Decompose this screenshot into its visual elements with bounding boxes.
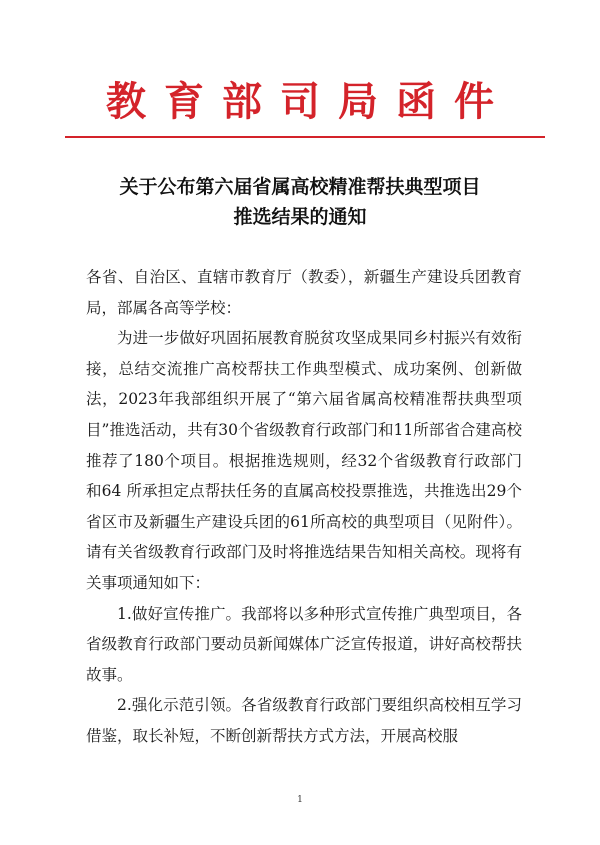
body-paragraph-1: 为进一步做好巩固拓展教育脱贫攻坚成果同乡村振兴有效衔接，总结交流推广高校帮扶工作典型模式、成功案例、创新做法，2023年我部组织开展了“第六届省属高校精准帮扶典型项目”推选活动，共有30个省级教育行政部门和11所部省合建高校推荐了180个项目。根据推选规则，经32个省级教育行政部门和64 所承担定点帮扶任务的直属高校投票推选，共推选出29个省区市及新疆生产建设兵团的61所高校的典型项目（见附件）。请有关省级教育行政部门及时将推选结果告知相关高校。现将有关事项通知如下： — [86, 329, 522, 592]
notice-body — [86, 262, 522, 752]
letterhead-red-rule — [65, 136, 545, 138]
letterhead-title: 教育部司局函件 — [106, 78, 512, 125]
salutation: 各省、自治区、直辖市教育厅（教委），新疆生产建设兵团教育局，部属各高等学校： — [86, 268, 522, 317]
body-paragraph-3: 2.强化示范引领。各省级教育行政部门要组织高校相互学习借鉴，取长补短，不断创新帮扶方式方法，开展高校服 — [86, 696, 522, 745]
notice-title-line-1: 关于公布第六届省属高校精准帮扶典型项目 — [119, 176, 481, 198]
page-number: 1 — [297, 795, 303, 805]
notice-title-line-2: 推选结果的通知 — [233, 206, 367, 228]
body-paragraph-2: 1.做好宣传推广。我部将以多种形式宣传推广典型项目，各省级教育行政部门要动员新闻媒体广泛宣传报道，讲好高校帮扶故事。 — [86, 604, 522, 684]
